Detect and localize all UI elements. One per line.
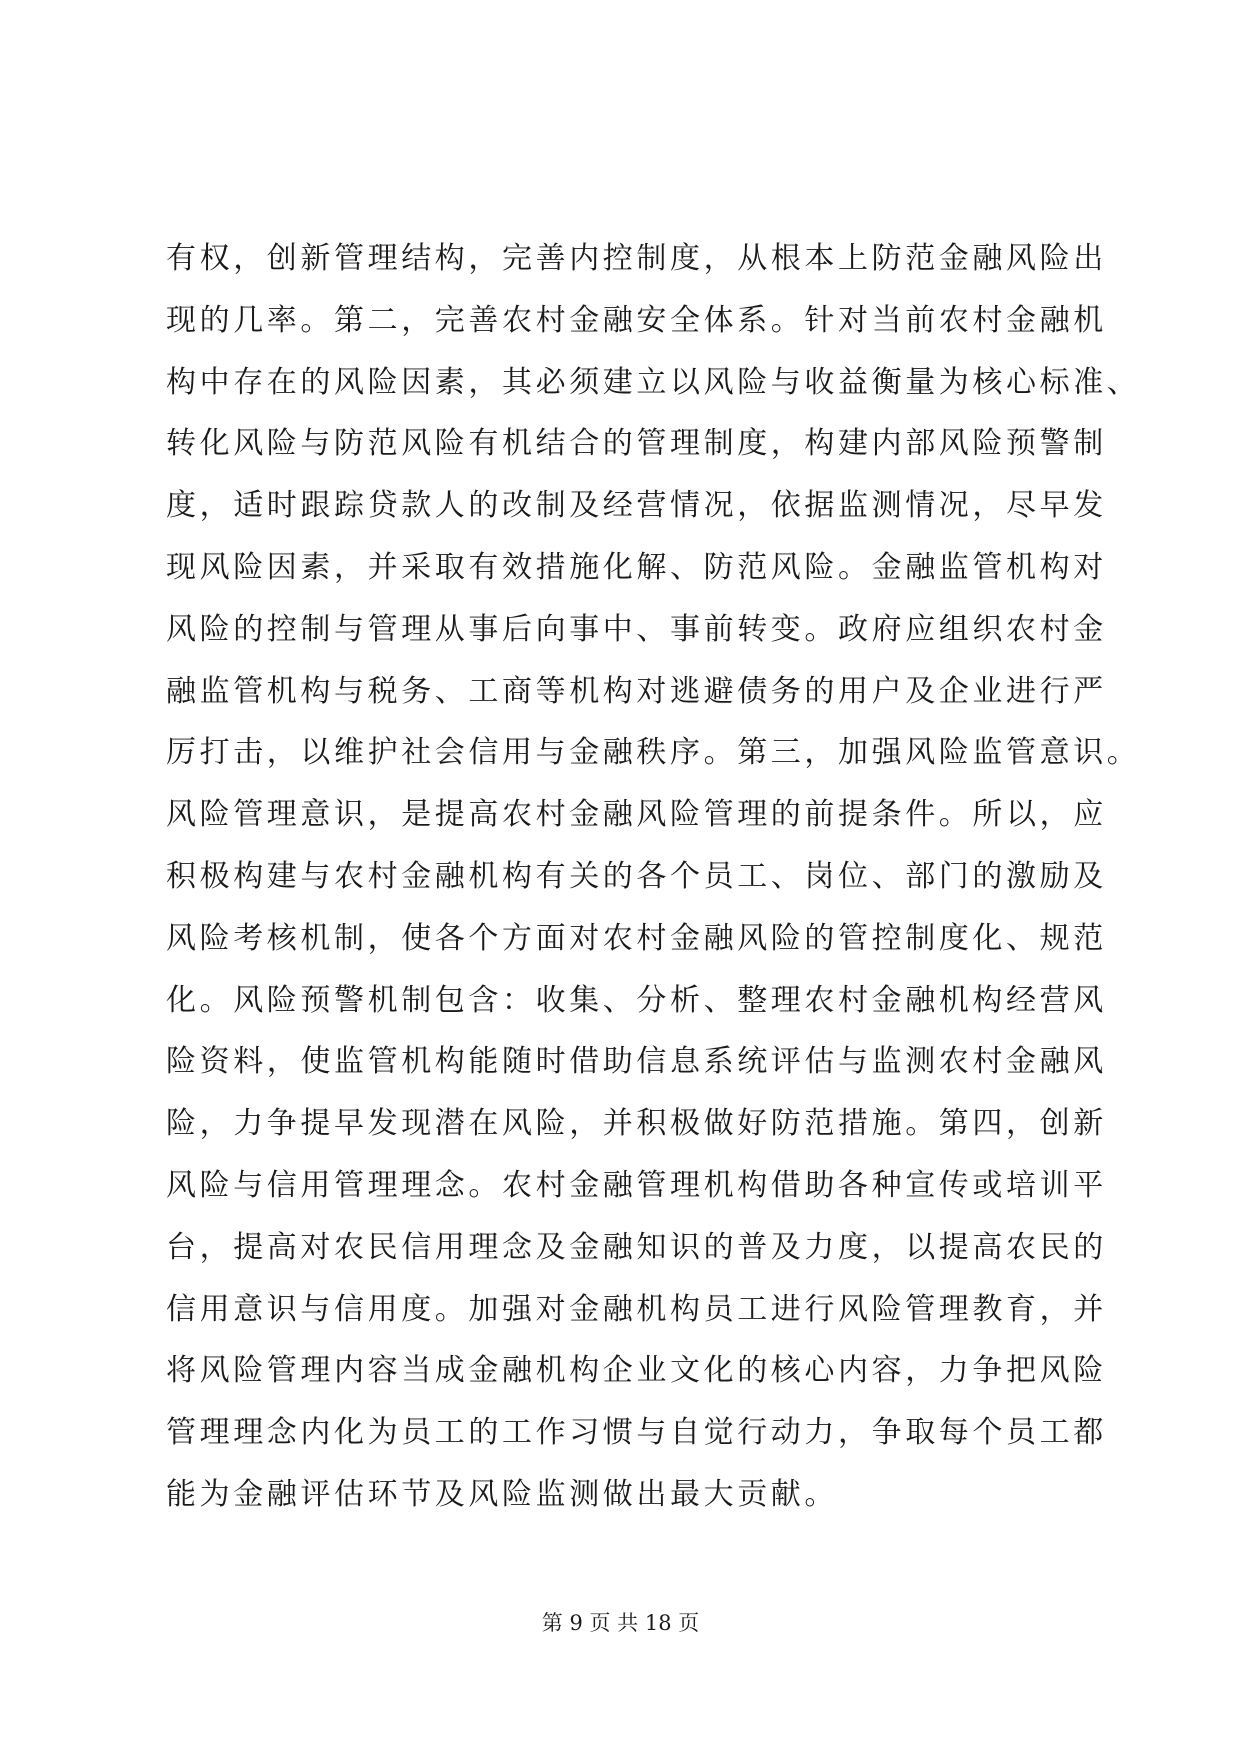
text-line: 现的几率。第二，完善农村金融安全体系。针对当前农村金融机	[166, 302, 1107, 338]
text-line: 构中存在的风险因素，其必须建立以风险与收益衡量为核心标准、	[166, 364, 1141, 400]
text-line: 险，力争提早发现潜在风险，并积极做好防范措施。第四，创新	[166, 1106, 1107, 1142]
page-number-label: 第 9 页 共 18 页	[541, 1611, 700, 1635]
text-line: 风险考核机制，使各个方面对农村金融风险的管控制度化、规范	[166, 920, 1107, 956]
text-line: 风险的控制与管理从事后向事中、事前转变。政府应组织农村金	[166, 611, 1107, 647]
text-line: 积极构建与农村金融机构有关的各个员工、岗位、部门的激励及	[166, 858, 1107, 894]
text-line: 化。风险预警机制包含：收集、分析、整理农村金融机构经营风	[166, 982, 1107, 1018]
text-line: 能为金融评估环节及风险监测做出最大贡献。	[166, 1476, 838, 1512]
text-line: 现风险因素，并采取有效措施化解、防范风险。金融监管机构对	[166, 549, 1107, 585]
text-line: 管理理念内化为员工的工作习惯与自觉行动力，争取每个员工都	[166, 1415, 1107, 1451]
text-line: 度，适时跟踪贷款人的改制及经营情况，依据监测情况，尽早发	[166, 488, 1107, 524]
text-line: 融监管机构与税务、工商等机构对逃避债务的用户及企业进行严	[166, 673, 1107, 709]
text-line: 风险与信用管理理念。农村金融管理机构借助各种宣传或培训平	[166, 1167, 1107, 1203]
text-line: 转化风险与防范风险有机结合的管理制度，构建内部风险预警制	[166, 426, 1107, 462]
text-line: 厉打击，以维护社会信用与金融秩序。第三，加强风险监管意识。	[166, 735, 1141, 771]
body-paragraph	[166, 228, 1141, 1526]
text-line: 台，提高对农民信用理念及金融知识的普及力度，以提高农民的	[166, 1229, 1107, 1265]
text-line: 将风险管理内容当成金融机构企业文化的核心内容，力争把风险	[166, 1353, 1107, 1389]
text-line: 信用意识与信用度。加强对金融机构员工进行风险管理教育，并	[166, 1291, 1107, 1327]
text-line: 险资料，使监管机构能随时借助信息系统评估与监测农村金融风	[166, 1044, 1107, 1080]
text-line: 风险管理意识，是提高农村金融风险管理的前提条件。所以，应	[166, 797, 1107, 833]
page-footer	[0, 1611, 1241, 1635]
text-line: 有权，创新管理结构，完善内控制度，从根本上防范金融风险出	[166, 241, 1107, 276]
